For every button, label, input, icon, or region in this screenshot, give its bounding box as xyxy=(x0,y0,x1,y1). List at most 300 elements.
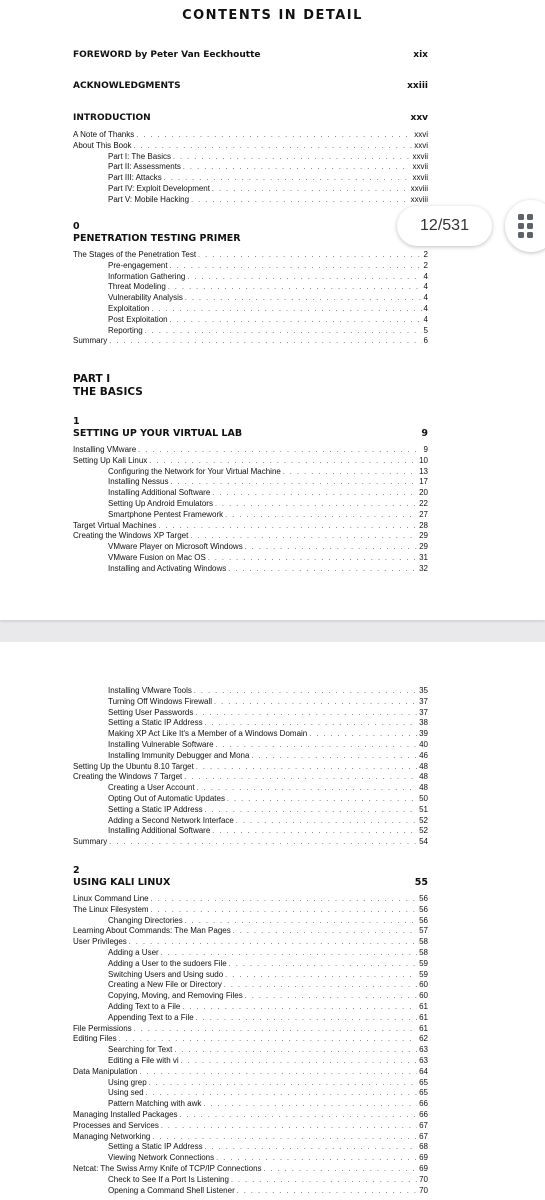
toc-entry[interactable] xyxy=(73,467,428,478)
toc-entry[interactable] xyxy=(73,772,428,783)
toc-entry[interactable] xyxy=(73,488,428,499)
toc-entry[interactable] xyxy=(73,926,428,937)
dot-leader xyxy=(119,1035,418,1045)
toc-entry-page: xxvii xyxy=(412,173,428,183)
toc-entry-title: Summary xyxy=(73,837,108,847)
toc-entry[interactable] xyxy=(73,141,428,152)
chapter-number: 2 xyxy=(73,865,80,876)
toc-entry-title: Pre-engagement xyxy=(108,260,168,270)
toc-entry-title: Creating the Windows XP Target xyxy=(73,531,189,541)
toc-entry-page: 69 xyxy=(419,1163,428,1173)
toc-entry-title: VMware Fusion on Mac OS xyxy=(108,552,206,562)
dot-leader xyxy=(181,1057,417,1067)
toc-entry[interactable] xyxy=(73,564,428,575)
toc-entry[interactable] xyxy=(73,1088,428,1099)
toc-entry-page: 67 xyxy=(419,1120,428,1130)
toc-entry[interactable] xyxy=(73,894,428,905)
toc-entry-page: 61 xyxy=(419,1023,428,1033)
toc-entry[interactable] xyxy=(73,1034,428,1045)
toc-entry[interactable] xyxy=(73,718,428,729)
toc-entry-title: Adding a Second Network Interface xyxy=(108,815,234,825)
dot-leader xyxy=(205,719,418,729)
toc-entry[interactable] xyxy=(73,916,428,927)
toc-entry[interactable] xyxy=(73,1045,428,1056)
toc-entry-page: xxviii xyxy=(410,183,428,193)
part-number: PART I xyxy=(73,373,111,385)
dot-leader xyxy=(168,283,422,293)
dot-leader xyxy=(185,294,422,304)
toc-entry-title: Switching Users and Using sudo xyxy=(108,969,224,979)
dot-leader xyxy=(164,174,411,184)
toc-entry[interactable] xyxy=(73,708,428,719)
toc-entry-page: 68 xyxy=(419,1142,428,1152)
chapter-2-heading[interactable] xyxy=(73,877,428,891)
toc-entry-title: Turning Off Windows Firewall xyxy=(108,696,213,706)
toc-entry[interactable] xyxy=(73,510,428,521)
dot-leader xyxy=(170,262,422,272)
foreword-page: xix xyxy=(413,50,428,60)
dot-leader xyxy=(212,185,409,195)
part-1-heading[interactable] xyxy=(73,373,428,399)
toc-entry-title: Opening a Command Shell Listener xyxy=(108,1185,235,1195)
toc-entry-title: Managing Installed Packages xyxy=(73,1109,178,1119)
toc-entry-title: Information Gathering xyxy=(108,271,186,281)
toc-entry-title: Creating a New File or Directory xyxy=(108,980,222,990)
toc-entry-page: 52 xyxy=(419,815,428,825)
toc-entry-page: 46 xyxy=(419,750,428,760)
chapter-1-section xyxy=(73,416,428,575)
dot-leader xyxy=(173,153,410,163)
toc-entry-title: Setting Up the Ubuntu 8.10 Target xyxy=(73,761,194,771)
dot-leader xyxy=(214,698,417,708)
dot-leader xyxy=(227,795,417,805)
toc-entry-title: Part III: Attacks xyxy=(108,173,162,183)
dot-leader xyxy=(151,895,417,905)
toc-entry[interactable] xyxy=(73,1164,428,1175)
toc-entry-title: Learning About Commands: The Man Pages xyxy=(73,926,231,936)
toc-entry-page: 28 xyxy=(419,520,428,530)
toc-entry-title: Exploitation xyxy=(108,303,150,313)
toc-entry-page: xxvii xyxy=(412,162,428,172)
toc-entry-page: 52 xyxy=(419,826,428,836)
chapter-2-entries xyxy=(73,894,428,1196)
toc-entry-title: Copying, Moving, and Removing Files xyxy=(108,991,243,1001)
toc-entry-page: 38 xyxy=(419,718,428,728)
toc-entry-title: Post Exploitation xyxy=(108,314,168,324)
toc-entry[interactable] xyxy=(73,1132,428,1143)
dot-leader xyxy=(216,741,418,751)
toc-entry-title: File Permissions xyxy=(73,1023,132,1033)
toc-entry-title: Smartphone Pentest Framework xyxy=(108,509,224,519)
toc-entry[interactable] xyxy=(73,1056,428,1067)
toc-entry[interactable] xyxy=(73,762,428,773)
toc-entry-page: 10 xyxy=(419,455,428,465)
dot-leader xyxy=(185,917,417,927)
toc-entry[interactable] xyxy=(73,697,428,708)
dot-leader xyxy=(158,522,417,532)
toc-entry[interactable] xyxy=(73,173,428,184)
toc-entry-page: 5 xyxy=(423,325,428,335)
toc-entry-title: Linux Command Line xyxy=(73,894,149,903)
toc-entry-title: Setting a Static IP Address xyxy=(108,718,203,728)
dot-leader xyxy=(134,142,413,152)
acknowledgments-heading[interactable] xyxy=(73,81,428,95)
toc-entry-page: 6 xyxy=(423,336,428,346)
toc-entry-page: 63 xyxy=(419,1055,428,1065)
toc-entry-title: Part IV: Exploit Development xyxy=(108,183,210,193)
toc-entry-title: Netcat: The Swiss Army Knife of TCP/IP Connections xyxy=(73,1163,262,1173)
toc-entry-title: Processes and Services xyxy=(73,1120,159,1130)
toc-entry[interactable] xyxy=(73,1153,428,1164)
toc-entry[interactable] xyxy=(73,304,428,315)
toc-entry[interactable] xyxy=(73,162,428,173)
chapter-0-entries xyxy=(73,250,428,347)
toc-entry-page: 54 xyxy=(419,837,428,847)
chapter-1-continued xyxy=(73,686,428,848)
toc-entry[interactable] xyxy=(73,152,428,163)
dot-leader xyxy=(152,1133,417,1143)
toc-entry-title: Installing Additional Software xyxy=(108,488,211,498)
toc-entry-title: Creating a User Account xyxy=(108,783,195,793)
chapter-1-heading[interactable] xyxy=(73,428,428,442)
toc-entry-title: Summary xyxy=(73,336,108,346)
toc-entry[interactable] xyxy=(73,456,428,467)
toc-entry-title: Installing VMware Tools xyxy=(108,686,192,695)
toc-entry[interactable] xyxy=(73,1013,428,1024)
toc-entry[interactable] xyxy=(73,794,428,805)
toc-entry[interactable] xyxy=(73,553,428,564)
toc-entry-page: 31 xyxy=(419,552,428,562)
toc-entry-title: Setting User Passwords xyxy=(108,707,194,717)
toc-entry[interactable] xyxy=(73,1067,428,1078)
dot-leader xyxy=(180,1111,418,1121)
introduction-title: INTRODUCTION xyxy=(73,113,151,123)
toc-entry-title: User Privileges xyxy=(73,937,127,947)
toc-entry-page: 62 xyxy=(419,1034,428,1044)
dot-leader xyxy=(203,1100,417,1110)
dot-leader xyxy=(109,337,421,347)
introduction-entries xyxy=(73,130,428,206)
toc-title: CONTENTS IN DETAIL xyxy=(182,8,363,23)
dot-leader xyxy=(146,1089,418,1099)
toc-entry[interactable] xyxy=(73,1099,428,1110)
toc-entry-page: 32 xyxy=(419,563,428,573)
toc-entry[interactable] xyxy=(73,826,428,837)
toc-entry-title: Data Manipulation xyxy=(73,1066,138,1076)
toc-entry-title: Check to See If a Port Is Listening xyxy=(108,1174,229,1184)
toc-entry[interactable] xyxy=(73,1078,428,1089)
toc-entry-page: 67 xyxy=(419,1131,428,1141)
toc-entry-page: 13 xyxy=(419,466,428,476)
dot-leader xyxy=(205,806,418,816)
dot-leader xyxy=(245,543,417,553)
toc-entry[interactable] xyxy=(73,250,428,261)
toc-entry-title: Part V: Mobile Hacking xyxy=(108,194,190,204)
toc-entry-page: 4 xyxy=(423,314,428,324)
toc-entry-page: 37 xyxy=(419,696,428,706)
dot-leader xyxy=(208,554,417,564)
toc-entry-title: Editing Files xyxy=(73,1034,117,1044)
toc-entry-page: 27 xyxy=(419,509,428,519)
toc-entry-page: 20 xyxy=(419,488,428,498)
toc-entry-title: Appending Text to a File xyxy=(108,1012,194,1022)
dot-leader xyxy=(216,1154,417,1164)
dot-leader xyxy=(161,949,417,959)
toc-entry-title: Reporting xyxy=(108,325,143,335)
toc-entry-title: A Note of Thanks xyxy=(73,130,135,139)
toc-entry[interactable] xyxy=(73,740,428,751)
toc-entry-title: Installing Additional Software xyxy=(108,826,211,836)
toc-entry[interactable] xyxy=(73,937,428,948)
toc-entry-title: Part I: The Basics xyxy=(108,151,171,161)
toc-entry-page: 65 xyxy=(419,1088,428,1098)
toc-entry[interactable] xyxy=(73,293,428,304)
toc-entry[interactable] xyxy=(73,521,428,532)
toc-entry[interactable] xyxy=(73,130,428,141)
dot-leader xyxy=(139,1068,417,1078)
toc-entry-page: 2 xyxy=(423,250,428,259)
dot-leader xyxy=(174,1046,417,1056)
toc-entry-title: Using sed xyxy=(108,1088,144,1098)
toc-entry[interactable] xyxy=(73,837,428,848)
toc-entry[interactable] xyxy=(73,499,428,510)
toc-entry-page: 64 xyxy=(419,1066,428,1076)
toc-entry-page: 4 xyxy=(423,293,428,303)
toc-entry-title: Using grep xyxy=(108,1077,147,1087)
toc-entry[interactable] xyxy=(73,282,428,293)
toc-entry[interactable] xyxy=(73,948,428,959)
dot-leader xyxy=(182,1003,417,1013)
toc-entry-title: Threat Modeling xyxy=(108,282,166,292)
toc-entry-title: Managing Networking xyxy=(73,1131,151,1141)
toc-entry-page: 60 xyxy=(419,991,428,1001)
toc-entry[interactable] xyxy=(73,816,428,827)
introduction-page: xxv xyxy=(410,113,428,123)
chapter-number: 0 xyxy=(73,221,80,232)
toc-entry-page: 58 xyxy=(419,947,428,957)
toc-entry-title: Adding Text to a File xyxy=(108,1001,181,1011)
toc-entry-page: 69 xyxy=(419,1153,428,1163)
toc-entry-title: Opting Out of Automatic Updates xyxy=(108,793,225,803)
dot-leader xyxy=(225,971,417,981)
toc-entry[interactable] xyxy=(73,445,428,456)
toc-entry-page: 51 xyxy=(419,804,428,814)
toc-entry-page: 40 xyxy=(419,739,428,749)
dot-leader xyxy=(194,687,417,697)
toc-entry[interactable] xyxy=(73,1024,428,1035)
foreword-title: FOREWORD by Peter Van Eeckhoutte xyxy=(73,50,261,60)
toc-entry-page: 29 xyxy=(419,542,428,552)
toc-entry[interactable] xyxy=(73,1002,428,1013)
toc-entry-page: 70 xyxy=(419,1185,428,1195)
toc-entry-title: VMware Player on Microsoft Windows xyxy=(108,542,243,552)
toc-entry[interactable] xyxy=(73,686,428,697)
toc-entry-page: 59 xyxy=(419,969,428,979)
toc-entry-page: 66 xyxy=(419,1109,428,1119)
dot-leader xyxy=(196,1014,417,1024)
toc-entry[interactable] xyxy=(73,751,428,762)
introduction-heading[interactable] xyxy=(73,113,428,127)
toc-entry-page: 35 xyxy=(419,686,428,695)
toc-entry[interactable] xyxy=(73,805,428,816)
toc-entry-title: Adding a User to the sudoers File xyxy=(108,958,227,968)
dot-leader xyxy=(170,478,417,488)
dot-leader xyxy=(309,730,417,740)
dot-leader xyxy=(197,784,417,794)
dot-leader xyxy=(212,827,417,837)
acknowledgments-page: xxiii xyxy=(407,81,428,91)
dot-leader xyxy=(161,1122,417,1132)
toc-entry-page: 66 xyxy=(419,1099,428,1109)
toc-entry-title: Installing VMware xyxy=(73,445,137,454)
toc-entry-title: Changing Directories xyxy=(108,915,183,925)
toc-entry[interactable] xyxy=(73,542,428,553)
introduction-section xyxy=(73,113,428,206)
dot-leader xyxy=(283,468,417,478)
dot-leader xyxy=(237,1187,417,1197)
acknowledgments-section xyxy=(73,81,428,95)
toc-entry-page: 65 xyxy=(419,1077,428,1087)
dot-leader xyxy=(109,838,417,848)
dot-leader xyxy=(224,981,417,991)
toc-entry[interactable] xyxy=(73,477,428,488)
dot-leader xyxy=(145,327,422,337)
chapter-title: PENETRATION TESTING PRIMER xyxy=(73,233,241,244)
toc-entry-page: 48 xyxy=(419,761,428,771)
toc-entry-title: Target Virtual Machines xyxy=(73,520,157,530)
acknowledgments-title: ACKNOWLEDGMENTS xyxy=(73,81,181,91)
toc-entry[interactable] xyxy=(73,980,428,991)
toc-entry-page: 56 xyxy=(419,894,428,903)
toc-entry[interactable] xyxy=(73,905,428,916)
toc-entry-page: xxvii xyxy=(412,151,428,161)
toc-entry[interactable] xyxy=(73,959,428,970)
toc-entry-title: Setting a Static IP Address xyxy=(108,804,203,814)
toc-entry-page: 4 xyxy=(423,271,428,281)
toc-entry-title: Vulnerability Analysis xyxy=(108,293,183,303)
dot-leader xyxy=(191,196,409,206)
toc-entry-title: Pattern Matching with awk xyxy=(108,1099,202,1109)
toc-entry[interactable] xyxy=(73,195,428,206)
part-title: THE BASICS xyxy=(73,386,143,398)
chapter-number: 1 xyxy=(73,416,80,427)
dot-leader xyxy=(149,1079,417,1089)
toc-entry[interactable] xyxy=(73,1121,428,1132)
toc-entry[interactable] xyxy=(73,1175,428,1186)
toc-entry-page: 17 xyxy=(419,477,428,487)
toc-entry-title: Configuring the Network for Your Virtual Machine xyxy=(108,466,281,476)
toc-entry-title: Setting Up Android Emulators xyxy=(108,498,213,508)
dot-leader xyxy=(231,1176,417,1186)
toc-entry-page: xxvi xyxy=(414,130,428,139)
toc-entry-title: Editing a File with vi xyxy=(108,1055,179,1065)
toc-entry[interactable] xyxy=(73,1142,428,1153)
dot-leader xyxy=(229,960,417,970)
toc-entry-title: Viewing Network Connections xyxy=(108,1153,215,1163)
toc-entry-page: xxviii xyxy=(410,194,428,204)
toc-entry[interactable] xyxy=(73,261,428,272)
toc-entry-title: Installing Immunity Debugger and Mona xyxy=(108,750,250,760)
toc-entry-page: 4 xyxy=(423,282,428,292)
toc-entry-page: 50 xyxy=(419,793,428,803)
toc-entry-title: Installing Vulnerable Software xyxy=(108,739,214,749)
dot-leader xyxy=(190,532,417,542)
toc-entry-page: 4 xyxy=(423,303,428,313)
toc-entry-title: Setting a Static IP Address xyxy=(108,1142,203,1152)
dot-leader xyxy=(151,906,418,916)
page-indicator[interactable]: 12/531 xyxy=(397,206,492,246)
toc-entry[interactable] xyxy=(73,729,428,740)
chapter-title: SETTING UP YOUR VIRTUAL LAB xyxy=(73,428,243,439)
toc-entry-page: 48 xyxy=(419,772,428,782)
toc-entry-page: 61 xyxy=(419,1001,428,1011)
foreword-heading[interactable] xyxy=(73,50,428,64)
chapter-0-section xyxy=(73,221,428,347)
dot-leader xyxy=(264,1165,418,1175)
dot-leader xyxy=(225,511,417,521)
dot-leader xyxy=(245,992,417,1002)
dot-leader xyxy=(187,273,421,283)
toc-entry[interactable] xyxy=(73,1110,428,1121)
toc-entry[interactable] xyxy=(73,184,428,195)
toc-entry-title: Adding a User xyxy=(108,947,159,957)
foreword-section xyxy=(73,50,428,64)
toc-entry-title: Searching for Text xyxy=(108,1045,173,1055)
dot-leader xyxy=(151,305,421,315)
toc-entry-page: 9 xyxy=(423,445,428,454)
chapter-0-heading[interactable] xyxy=(73,233,428,247)
dot-leader xyxy=(215,500,417,510)
dot-leader xyxy=(236,817,417,827)
toc-entry[interactable] xyxy=(73,531,428,542)
dot-leader xyxy=(170,316,422,326)
toc-entry-title: Part II: Assessments xyxy=(108,162,181,172)
toc-entry[interactable] xyxy=(73,783,428,794)
toc-entry[interactable] xyxy=(73,970,428,981)
dot-leader xyxy=(198,251,422,261)
dot-leader xyxy=(183,163,411,173)
toc-entry-title: The Stages of the Penetration Test xyxy=(73,250,197,259)
toc-entry[interactable] xyxy=(73,326,428,337)
toc-entry-title: Making XP Act Like It's a Member of a Windows Domain xyxy=(108,729,308,739)
toc-entry[interactable] xyxy=(73,1186,428,1197)
toc-entry-page: 70 xyxy=(419,1174,428,1184)
toc-entry-page: 48 xyxy=(419,783,428,793)
chapter-page: 55 xyxy=(414,877,428,888)
toc-entry-page: 22 xyxy=(419,498,428,508)
toc-entry-page: 37 xyxy=(419,707,428,717)
dot-leader xyxy=(129,938,417,948)
toc-entry-page: 59 xyxy=(419,958,428,968)
toc-entry-title: Installing Nessus xyxy=(108,477,169,487)
toc-entry-page: 58 xyxy=(419,937,428,947)
toc-entry[interactable] xyxy=(73,272,428,283)
toc-entry[interactable] xyxy=(73,991,428,1002)
toc-entry-title: Setting Up Kali Linux xyxy=(73,455,148,465)
dot-leader xyxy=(251,752,417,762)
toc-entry-page: xxvi xyxy=(414,140,428,150)
chapter-page: 9 xyxy=(421,428,428,439)
toc-entry[interactable] xyxy=(73,315,428,326)
toc-entry-page: 39 xyxy=(419,729,428,739)
dot-leader xyxy=(136,131,412,141)
toc-entry-page: 56 xyxy=(419,915,428,925)
chapter-2-section xyxy=(73,865,428,1196)
toc-entry-page: 61 xyxy=(419,1012,428,1022)
dot-leader xyxy=(149,457,417,467)
toc-entry[interactable] xyxy=(73,336,428,347)
dot-leader xyxy=(196,763,417,773)
